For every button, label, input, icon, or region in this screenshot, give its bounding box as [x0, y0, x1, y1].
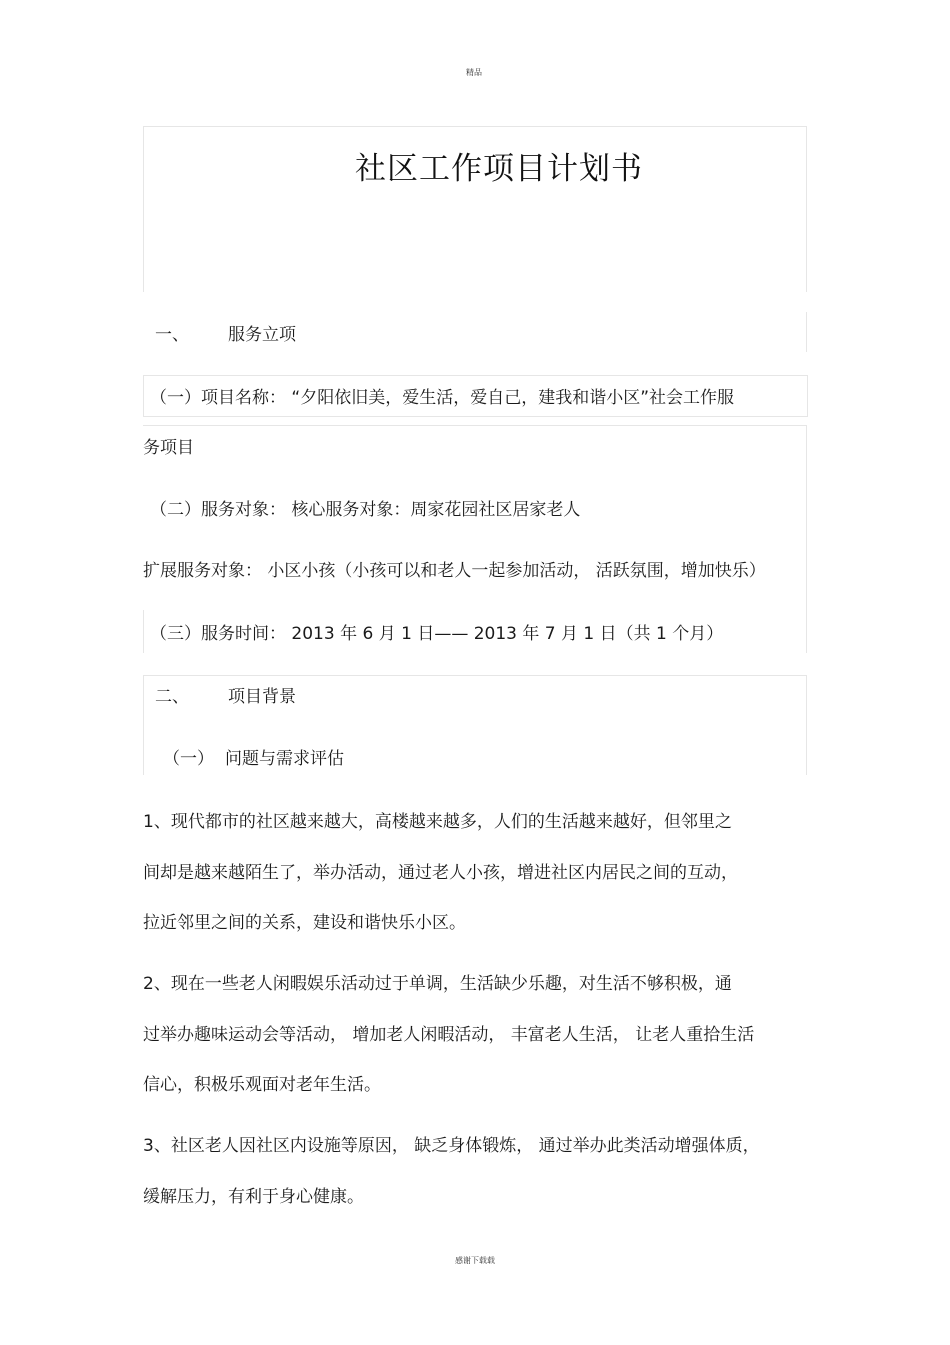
- page-header-text: 精品: [466, 68, 482, 77]
- section2-number: 二、: [155, 687, 189, 707]
- paragraph1-line1: 1、现代都市的社区越来越大，高楼越来越多，人们的生活越来越好，但邻里之: [143, 812, 732, 832]
- subsection-heading: 问题与需求评估: [225, 749, 344, 769]
- subsection-number: （一）: [163, 749, 214, 769]
- section2-heading: 项目背景: [228, 687, 296, 707]
- paragraph2-line1: 2、现在一些老人闲暇娱乐活动过于单调，生活缺少乐趣，对生活不够积极，通: [143, 974, 732, 994]
- title-box-left-border: [143, 126, 144, 292]
- item-block-right-border: [806, 425, 807, 653]
- service-target: （二）服务对象： 核心服务对象：周家花园社区居家老人: [150, 500, 581, 520]
- paragraph1-line3: 拉近邻里之间的关系，建设和谐快乐小区。: [143, 913, 466, 933]
- title-box-right-border: [806, 126, 807, 292]
- project-name-line2: 务项目: [143, 438, 194, 458]
- title-box-top-border: [143, 126, 807, 127]
- page-footer-text: 感谢下载载: [455, 1256, 495, 1265]
- paragraph3-line2: 缓解压力，有利于身心健康。: [143, 1187, 364, 1207]
- paragraph2-line3: 信心，积极乐观面对老年生活。: [143, 1075, 381, 1095]
- section2-left-border: [143, 675, 144, 775]
- paragraph2-line2: 过举办趣味运动会等活动， 增加老人闲暇活动， 丰富老人生活， 让老人重拾生活: [143, 1025, 755, 1045]
- item1-line2-top-border: [143, 425, 807, 426]
- section1-heading: 服务立项: [228, 325, 296, 345]
- service-target-extended: 扩展服务对象： 小区小孩（小孩可以和老人一起参加活动， 活跃氛围，增加快乐）: [143, 561, 766, 581]
- project-name-line1: （一）项目名称： “夕阳依旧美，爱生活，爱自己，建我和谐小区”社会工作服: [150, 388, 735, 408]
- paragraph1-line2: 间却是越来越陌生了，举办活动，通过老人小孩，增进社区内居民之间的互动，: [143, 863, 738, 883]
- service-time: （三）服务时间： 2013 年 6 月 1 日—— 2013 年 7 月 1 日（共 1 个月）: [150, 624, 724, 644]
- item3-left-border: [143, 610, 144, 653]
- document-title: 社区工作项目计划书: [355, 151, 643, 187]
- section2-right-border: [806, 675, 807, 775]
- section2-top-border: [143, 675, 807, 676]
- section1-number: 一、: [155, 325, 189, 345]
- section1-right-border: [806, 312, 807, 352]
- paragraph3-line1: 3、社区老人因社区内设施等原因， 缺乏身体锻炼， 通过举办此类活动增强体质，: [143, 1136, 760, 1156]
